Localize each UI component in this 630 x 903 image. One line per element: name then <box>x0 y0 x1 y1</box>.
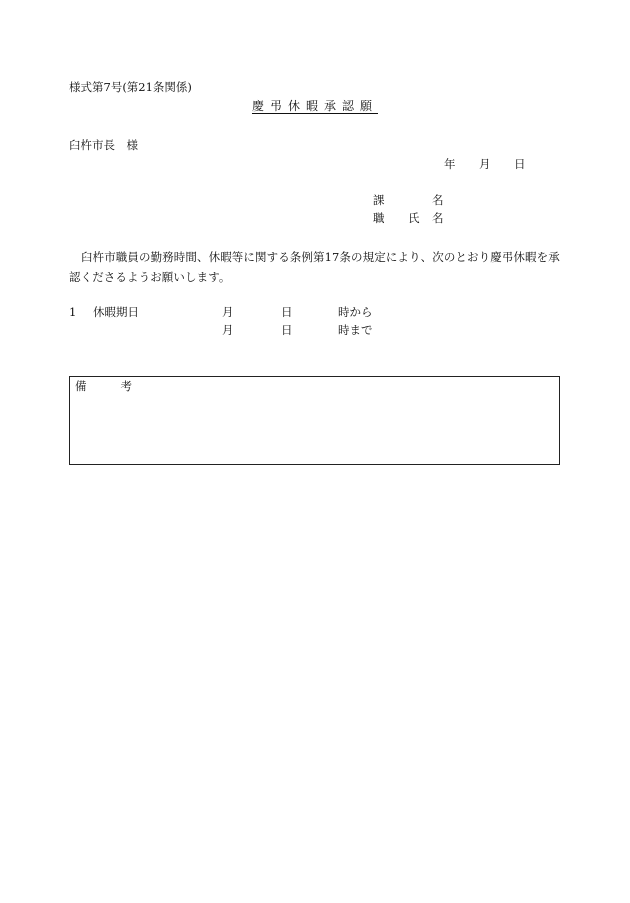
form-number: 様式第7号(第21条関係) <box>69 80 192 94</box>
period-from-time: 時から <box>338 305 373 319</box>
period-item-number: 1 <box>69 305 77 319</box>
request-body-text: 臼杵市職員の勤務時間、休暇等に関する条例第17条の規定により、次のとおり慶弔休暇を承認くださるようお願いします。 <box>69 250 560 284</box>
document-title-text: 慶弔休暇承認願 <box>251 99 378 113</box>
period-from-month: 月 <box>222 305 234 319</box>
period-label: 休暇期日 <box>93 305 139 319</box>
period-to-time: 時まで <box>338 323 373 337</box>
period-from-day: 日 <box>281 305 293 319</box>
period-to-month: 月 <box>222 323 234 337</box>
remarks-box[interactable] <box>69 376 560 465</box>
addressee: 臼杵市長 様 <box>69 138 138 152</box>
remarks-label-bi: 備 <box>75 379 87 393</box>
date-month-label: 月 <box>479 157 491 171</box>
document-title <box>0 99 630 113</box>
name-label-mei: 名 <box>432 211 444 225</box>
name-label-shoku: 職 <box>373 211 385 225</box>
name-label-shi: 氏 <box>408 211 420 225</box>
date-day-label: 日 <box>514 157 526 171</box>
date-year-label: 年 <box>444 157 456 171</box>
department-label-mei: 名 <box>432 193 444 207</box>
department-label-ka: 課 <box>373 193 385 207</box>
period-to-day: 日 <box>281 323 293 337</box>
remarks-label-kou: 考 <box>120 379 132 393</box>
remarks-label <box>75 379 132 393</box>
